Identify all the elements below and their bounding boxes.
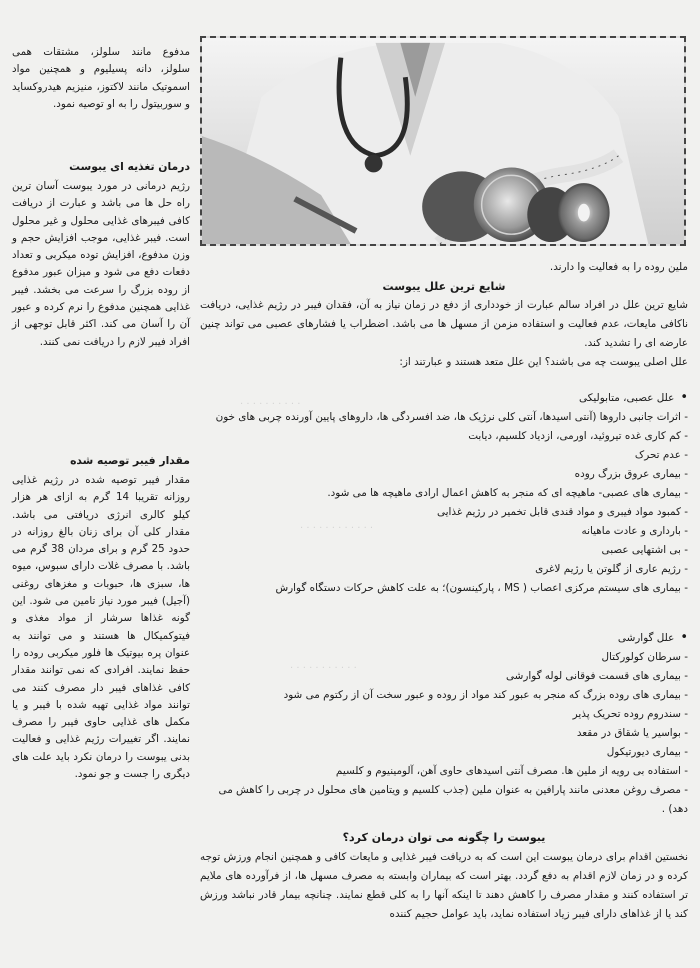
list-item: - کم کاری غده تیروئید، اورمی، ازدیاد کلسیم، دیابت [468,430,688,442]
diet-therapy-text: رژیم درمانی در مورد یبوست آسان ترین راه حل ها می باشد و عبارت از دریافت کافی فیبرهای غذایی محلول و غیر محلول است. فیبر غذایی، موجب افزایش حجم و وزن مدفوع، افزایش توده میکربی و تعداد دفعات دفع می شود و میزان عبور مدفوع از روده بزرگ را سرعت می بخشد. فیبر غذایی همچنین مدفوع را نرم کرده و عبور آن را آسان می کند. اکثر قابل توجهی از افراد فیبر لازم را دریافت نمی کنند. [12,180,190,348]
list-item: - بیماری عروق بزرگ روده [574,468,688,480]
diet-therapy-heading: درمان تغذیه ای یبوست [69,160,190,173]
list-item: - بیماری های عصبی- ماهیچه ای که منجر به کاهش اعمال ارادی ماهیچه ها می شود. [327,487,688,499]
continued-line: ملین روده را به فعالیت وا دارند. [549,261,688,273]
list-item: - بیماری های قسمت فوقانی لوله گوارشی [505,670,688,682]
bleed-through-text: . . . . . . . . . . . [290,660,357,671]
recommended-fiber-heading: مقدار فیبر توصیه شده [70,454,190,467]
list-item: - بیماری دیورتیکول [606,746,688,758]
list-item: - بیماری های روده بزرگ که منجر به عبور کند مواد از روده و عبور سخت آن از رکتوم می شود [283,689,688,701]
list-item: - بواسیر یا شقاق در مقعد [576,727,688,739]
bleed-through-text: . . . . . . . . . . [240,396,301,407]
list-item: - رژیم عاری از گلوتن یا رژیم لاغری [535,563,688,575]
list-item: - سندروم روده تحریک پذیر [572,708,688,720]
bleed-through-text: . . . . . . . . . . . . [300,520,374,531]
treatment-heading: یبوست را چگونه می توان درمان کرد؟ [342,831,546,844]
digestive-causes-list [200,648,688,819]
neuro-metabolic-list [200,408,688,598]
list-item: - اثرات جانبی داروها (آنتی اسیدها، آنتی کلی نرژیک ها، ضد افسردگی ها، داروهای پایین آورنده چربی های خون [215,411,688,423]
neuro-metabolic-title: • علل عصبی، متابولیکی [200,388,688,408]
digestive-causes-title: • علل گوارشی [200,628,688,648]
list-item: - بارداری و عادت ماهیانه [581,525,688,537]
list-item: - بی اشتهایی عصبی [601,544,688,556]
list-item: - بیماری های سیستم مرکزی اعصاب ( MS ، پارکینسون)؛ به علت کاهش حرکات دستگاه گوارش [275,582,688,594]
list-item: - عدم تحرک [634,449,688,461]
doctor-fruit-photo [200,36,686,246]
list-item: - مصرف روغن معدنی مانند پارافین به عنوان ملین (جذب کلسیم و ویتامین های محلول در چربی را کاهش می دهد) . [218,784,688,815]
main-causes-question: علل اصلی یبوست چه می باشند؟ این علل متعد هستند و عبارتند از: [399,356,688,368]
recommended-fiber-text: مقدار فیبر توصیه شده در رژیم غذایی روزانه تقریبا 14 گرم به ازای هر هزار کیلو کالری انرژی دریافتی می باشد. مقدار کلی آن برای زنان بالغ روزانه در حدود 25 گرم و برای مردان 38 گرم می باشد. با مصرف غلات دارای سبوس، میوه ها، سبزی ها، حبوبات و مغزهای روغنی (آجیل) فیبر مورد نیاز تامین می شود. این گونه غذاها سرشار از مواد مغذی و فیتوکمیکال ها هستند و می توانند به عنوان پره بیوتیک ها فلور میکربی روده را حفظ نمایند. افرادی که نمی توانند مقدار کافی غذاهای فیبر دار مصرف کنند می توانند مواد غذایی تهیه شده با فیبر و یا مکمل های غذایی حاوی فیبر را مصرف نمایند. اگر تغییرات رژیم غذایی و فعالیت بدنی یبوست را درمان نکرد باید علت های دیگری را جست و جو نمود. [12,474,190,781]
common-causes-text: شایع ترین علل در افراد سالم عبارت از خودداری از دفع در زمان نیاز به آن، فقدان فیبر در رژیم غذایی، دریافت ناکافی مایعات، عدم فعالیت و استفاده مزمن از مسهل ها می باشد. اضطراب یا فشارهای عصبی می تواند چنین عارضه ای را تشدید کند. [200,299,688,349]
photo-illustration [202,38,684,244]
list-item: - استفاده بی رویه از ملین ها. مصرف آنتی اسیدهای حاوی آهن، آلومینیوم و کلسیم [335,765,688,777]
common-causes-heading: شایع ترین علل یبوست [382,280,506,293]
sidebar-intro-text: مدفوع مانند سلولز، مشتقات همی سلولز، دانه پسیلیوم و همچنین مواد اسموتیک مانند لاکتوز، منیزیم هیدروکساید و سوربیتول را به او توصیه نمود. [12,46,190,110]
list-item: - سرطان کولورکتال [601,651,688,663]
treatment-text: نخستین اقدام برای درمان یبوست این است که به دریافت فیبر غذایی و مایعات کافی و همچنین انجام ورزش توجه کرده و در زمان لازم اقدام به دفع گردد. بهتر است که بیماران وابسته به مصرف مسهل ها، از فرآورده های ملایم تر استفاده کنند و مقدار مصرف را کاهش دهند تا اینکه آنها را به کلی قطع نمایند. چنانچه بیمار قادر نباشد ورزش کند یا از غذاهای دارای فیبر زیاد استفاده نماید، باید عوامل حجیم کننده [200,851,688,920]
list-item: - کمبود مواد فیبری و مواد قندی قابل تخمیر در رژیم غذایی [436,506,688,518]
